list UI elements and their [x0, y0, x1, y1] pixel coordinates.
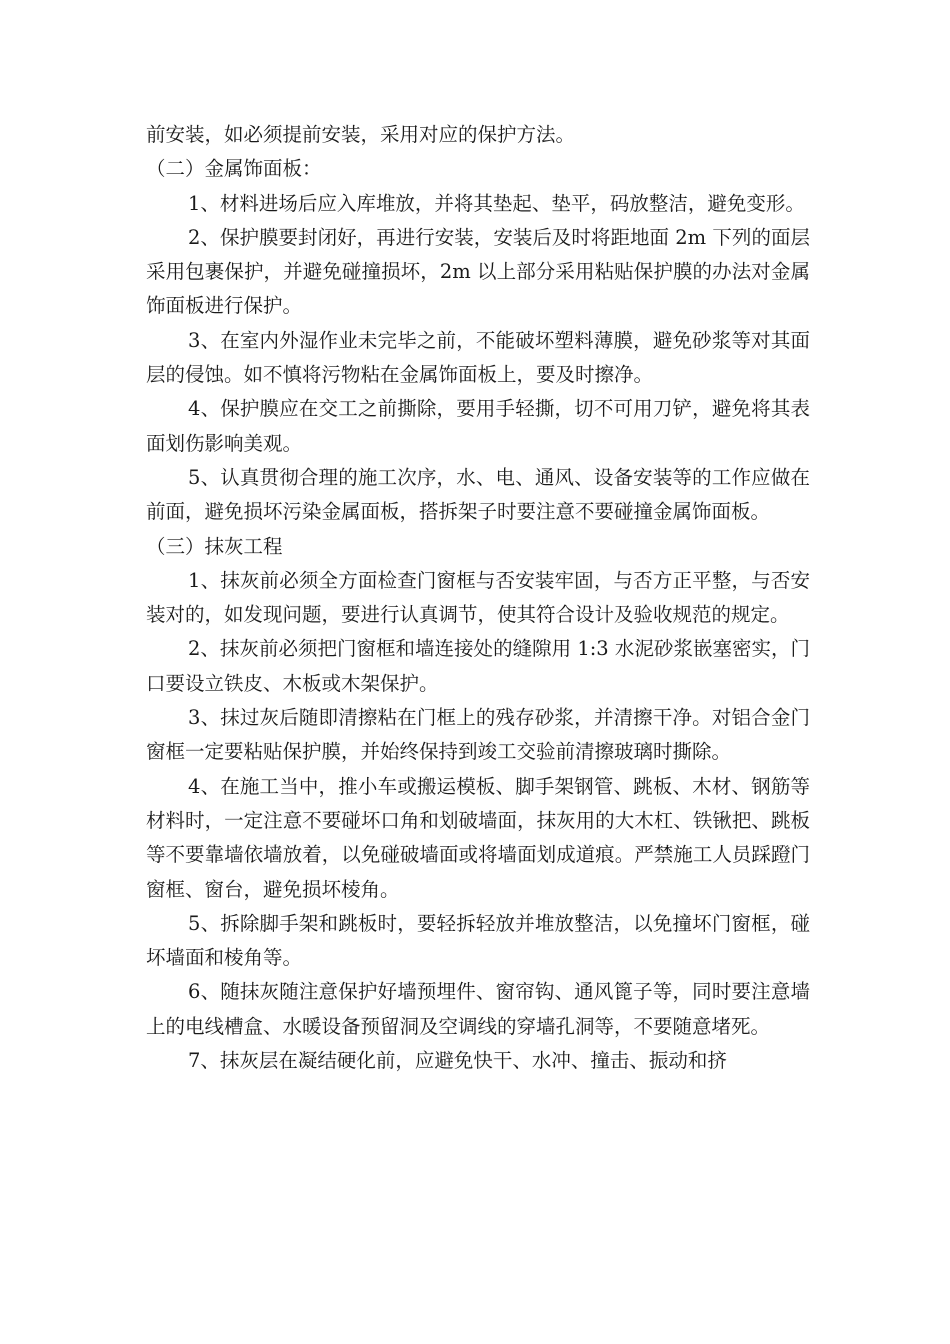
paragraph-item: 4、保护膜应在交工之前撕除，要用手轻撕，切不可用刀铲，避免将其表面划伤影响美观。	[146, 397, 810, 455]
paragraph-item: 2、保护膜要封闭好，再进行安装，安装后及时将距地面 2m 下列的面层采用包裹保护，并避免碰撞损坏，2m 以上部分采用粘贴保护膜的办法对金属饰面板进行保护。	[146, 225, 810, 318]
paragraph-item: 1、材料进场后应入库堆放，并将其垫起、垫平，码放整洁，避免变形。	[188, 191, 805, 215]
paragraph-item: 3、在室内外湿作业未完毕之前，不能破坏塑料薄膜，避免砂浆等对其面层的侵蚀。如不慎将污物粘在金属饰面板上，要及时擦净。	[146, 328, 810, 387]
paragraph-item: 5、认真贯彻合理的施工次序，水、电、通风、设备安装等的工作应做在前面，避免损坏污染金属面板，搭拆架子时要注意不要碰撞金属饰面板。	[146, 465, 810, 524]
paragraph-item: 3、抹过灰后随即清擦粘在门框上的残存砂浆，并清擦干净。对铝合金门窗框一定要粘贴保护膜，并始终保持到竣工交验前清擦玻璃时撕除。	[146, 706, 810, 764]
paragraph-item: 2、抹灰前必须把门窗框和墙连接处的缝隙用 1:3 水泥砂浆嵌塞密实，门口要设立铁皮、木板或木架保护。	[146, 637, 810, 695]
paragraph-item: 6、随抹灰随注意保护好墙预埋件、窗帘钩、通风篦子等，同时要注意墙上的电线槽盒、水暖设备预留洞及空调线的穿墙孔洞等，不要随意堵死。	[146, 980, 810, 1038]
paragraph-item: 5、拆除脚手架和跳板时，要轻拆轻放并堆放整洁，以免撞坏门窗框，碰坏墙面和棱角等。	[146, 911, 810, 970]
paragraph-continuation: 前安装，如必须提前安装，采用对应的保护方法。	[146, 123, 576, 146]
section-heading-plastering: （三）抹灰工程	[146, 534, 283, 558]
document-body	[146, 118, 810, 1078]
paragraph-item: 1、抹灰前必须全方面检查门窗框与否安装牢固，与否方正平整，与否安装对的，如发现问题，要进行认真调节，使其符合设计及验收规范的规定。	[146, 568, 810, 627]
section-heading-metal-panels: （二）金属饰面板：	[146, 157, 322, 181]
paragraph-item: 4、在施工当中，推小车或搬运模板、脚手架钢管、跳板、木材、钢筋等材料时，一定注意不要碰坏口角和划破墙面，抹灰用的大木杠、铁锹把、跳板等不要靠墙依墙放着，以免碰破墙面或将墙面划成道痕。严禁施工人员踩蹬门窗框、窗台，避免损坏棱角。	[146, 774, 810, 901]
paragraph-item: 7、抹灰层在凝结硬化前，应避免快干、水冲、撞击、振动和挤	[188, 1049, 727, 1073]
